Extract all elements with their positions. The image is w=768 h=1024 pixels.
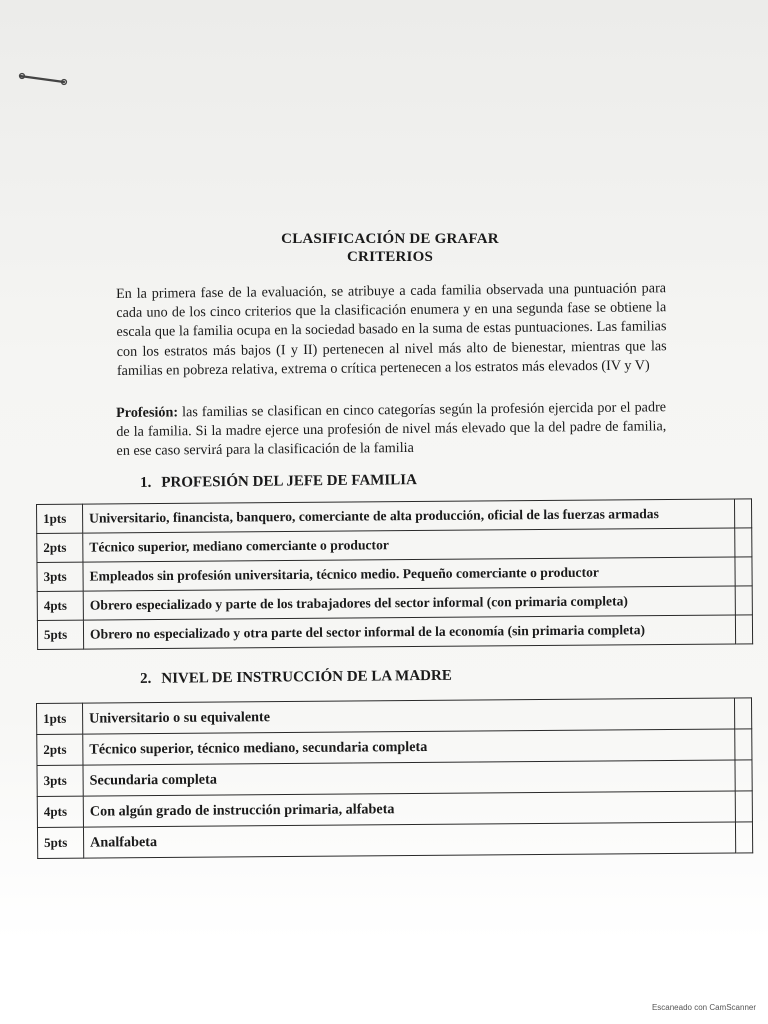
profesion-check-cell[interactable] — [735, 528, 752, 557]
scanner-watermark: Escaneado con CamScanner — [651, 1003, 756, 1012]
profesion-check-cell[interactable] — [734, 499, 751, 528]
instruccion-check-cell[interactable] — [734, 698, 751, 729]
instruccion-description-cell: Con algún grado de instrucción primaria, alfabeta — [83, 791, 735, 827]
section2-title: NIVEL DE INSTRUCCIÓN DE LA MADRE — [161, 667, 452, 687]
instruccion-points-cell: 3pts — [37, 765, 83, 796]
instruccion-check-cell[interactable] — [735, 822, 752, 853]
profesion-text: las familias se clasifican en cinco categorías según la profesión ejercida por el padre de la familia. Si la madre ejerce una profesión de nivel más elevado que la del padre de familia, en ese caso servirá para la clasificación de la familia — [116, 399, 667, 460]
instruccion-description-cell: Analfabeta — [83, 822, 735, 858]
section2-number: 2. — [140, 670, 152, 687]
instruccion-description-cell: Universitario o su equivalente — [83, 698, 735, 734]
instruccion-points-cell: 1pts — [37, 703, 83, 734]
section2-heading — [140, 668, 452, 688]
instruccion-points-cell: 4pts — [37, 796, 83, 827]
instruccion-points-cell: 2pts — [37, 734, 83, 765]
instruccion-check-cell[interactable] — [735, 729, 752, 760]
instruccion-check-cell[interactable] — [735, 760, 752, 791]
profesion-points-cell: 2pts — [37, 533, 83, 562]
intro-paragraph: En la primera fase de la evaluación, se atribuye a cada familia observada una puntuación para cada uno de los cinco criterios que la clasificación enumera y en una segunda fase se obtiene la escala que la familia ocupa en la sociedad basado en la suma de estas puntuaciones. Las familias con los estratos más bajos (I y II) pertenecen al nivel más alto de bienestar, mientras que las familias en pobreza relativa, extrema o crítica pertenecen a los estratos más elevados (IV y V) — [116, 280, 667, 379]
section1-number: 1. — [140, 474, 152, 491]
instruccion-description-cell: Secundaria completa — [83, 760, 735, 796]
instruccion-description-cell: Técnico superior, técnico mediano, secundaria completa — [83, 729, 735, 765]
profesion-paragraph — [116, 398, 667, 461]
instruccion-points-cell: 5pts — [37, 827, 83, 858]
profesion-points-cell: 5pts — [37, 620, 83, 649]
section1-heading — [140, 472, 417, 492]
profesion-description-cell: Universitario, financista, banquero, comerciante de alta producción, oficial de las fuerzas armadas — [83, 499, 735, 533]
profesion-description-cell: Obrero no especializado y otra parte del sector informal de la economía (sin primaria completa) — [83, 615, 735, 649]
profesion-points-cell: 1pts — [37, 504, 83, 533]
instruccion-table — [36, 697, 753, 859]
profesion-description-cell: Empleados sin profesión universitaria, técnico medio. Pequeño comerciante o productor — [83, 557, 735, 591]
profesion-check-cell[interactable] — [735, 615, 752, 644]
profesion-label: Profesión: — [116, 404, 179, 421]
profesion-description-cell: Obrero especializado y parte de los trabajadores del sector informal (con primaria completa) — [83, 586, 735, 620]
profesion-points-cell: 4pts — [37, 591, 83, 620]
profesion-points-cell: 3pts — [37, 562, 83, 591]
profesion-row — [37, 615, 752, 650]
profesion-check-cell[interactable] — [735, 557, 752, 586]
section1-title: PROFESIÓN DEL JEFE DE FAMILIA — [161, 472, 417, 491]
document-subtitle: CRITERIOS — [347, 249, 433, 265]
instruccion-row — [37, 822, 752, 859]
profesion-check-cell[interactable] — [735, 586, 752, 615]
profesion-description-cell: Técnico superior, mediano comerciante o productor — [83, 528, 735, 562]
document-title: CLASIFICACIÓN DE GRAFAR — [281, 231, 499, 247]
instruccion-check-cell[interactable] — [735, 791, 752, 822]
profesion-table — [36, 498, 753, 650]
